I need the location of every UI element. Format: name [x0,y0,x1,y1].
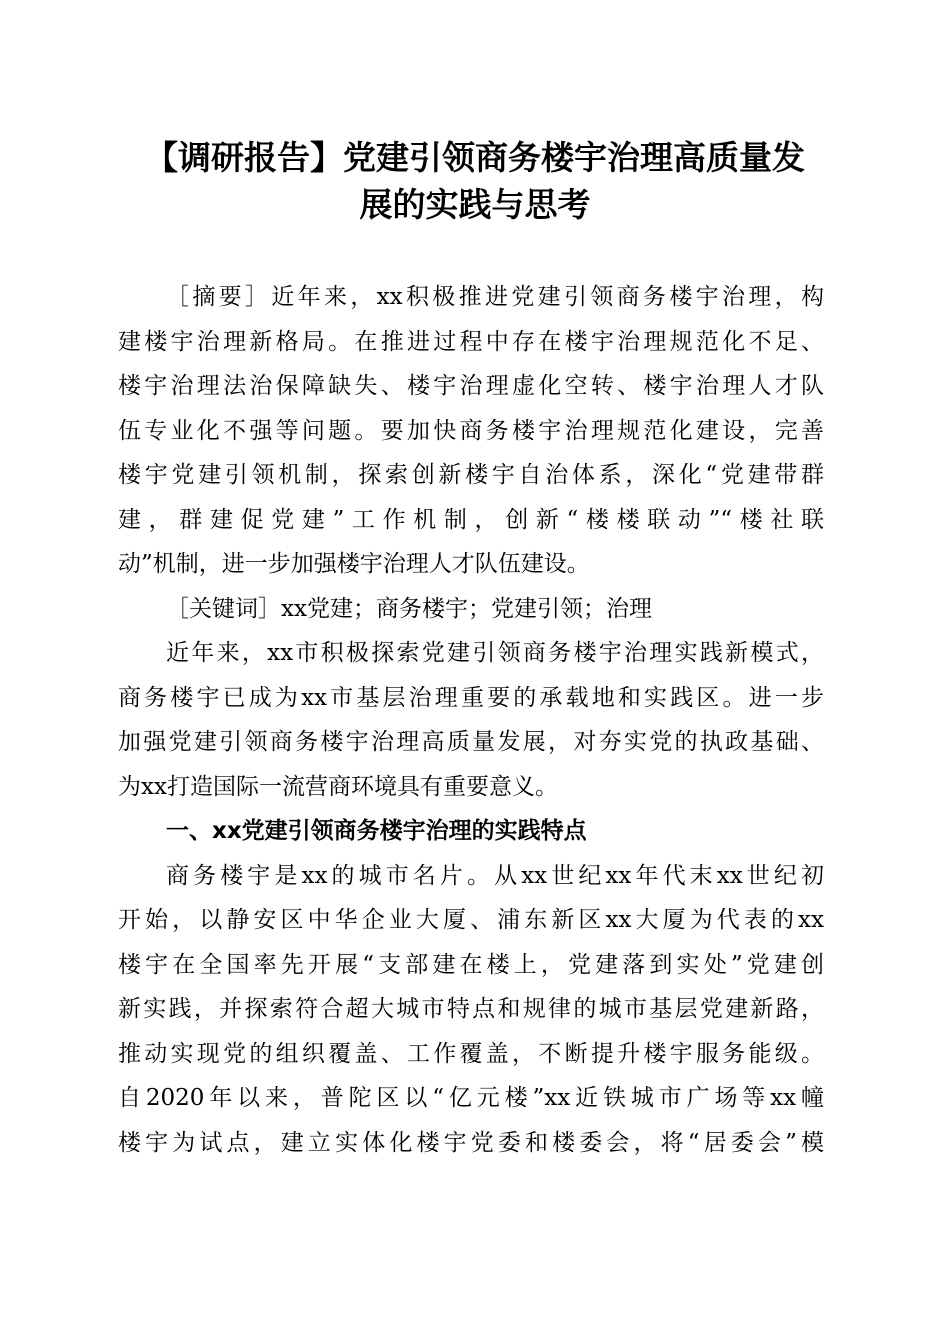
heading-paragraph [118,809,824,854]
text-line: 新实践，并探索符合超大城市特点和规律的城市基层党建新路， [118,996,824,1022]
text-line: 自2020年以来，普陀区以“亿元楼”xx近铁城市广场等xx幢 [118,1085,824,1111]
document-body [118,275,824,1165]
text-line: 推动实现党的组织覆盖、工作覆盖，不断提升楼宇服务能级。 [118,1040,824,1067]
text-line: ［摘要］近年来，xx积极推进党建引领商务楼宇治理，构 [166,284,824,310]
text-line: 加强党建引领商务楼宇治理高质量发展，对夯实党的执政基础、 [118,729,824,755]
text-line: 建楼宇治理新格局。在推进过程中存在楼宇治理规范化不足、 [118,328,824,355]
section-heading: 一、xx党建引领商务楼宇治理的实践特点 [166,818,587,844]
text-line: 伍专业化不强等问题。要加快商务楼宇治理规范化建设，完善 [118,417,824,444]
text-line: 为xx打造国际一流营商环境具有重要意义。 [118,773,558,800]
text-line: 商务楼宇是xx的城市名片。从xx世纪xx年代末xx世纪初 [166,862,824,889]
text-line: ［关键词］xx党建；商务楼宇；党建引领；治理 [166,595,652,622]
text-line: 楼宇治理法治保障缺失、楼宇治理虚化空转、楼宇治理人才队 [118,373,824,399]
text-line: 楼宇在全国率先开展“支部建在楼上，党建落到实处”党建创 [118,951,824,978]
title-line: 【调研报告】党建引领商务楼宇治理高质量发 [145,138,805,177]
text-line: 动”机制，进一步加强楼宇治理人才队伍建设。 [118,551,590,577]
body-paragraph [118,854,824,1166]
text-line: 楼宇为试点，建立实体化楼宇党委和楼委会，将“居委会”模 [118,1129,824,1156]
text-line: 近年来，xx市积极探索党建引领商务楼宇治理实践新模式， [166,640,824,666]
document-title [100,134,850,228]
text-line: 建，群建促党建”工作机制，创新“楼楼联动”“楼社联 [118,506,824,533]
body-paragraph [118,631,824,809]
title-line: 展的实践与思考 [359,185,591,224]
text-line: 商务楼宇已成为xx市基层治理重要的承载地和实践区。进一步 [118,684,824,711]
text-line: 楼宇党建引领机制，探索创新楼宇自治体系，深化“党建带群 [118,462,824,488]
keywords-paragraph [118,587,824,632]
text-line: 开始，以静安区中华企业大厦、浦东新区xx大厦为代表的xx [118,907,824,933]
abstract-paragraph [118,275,824,587]
